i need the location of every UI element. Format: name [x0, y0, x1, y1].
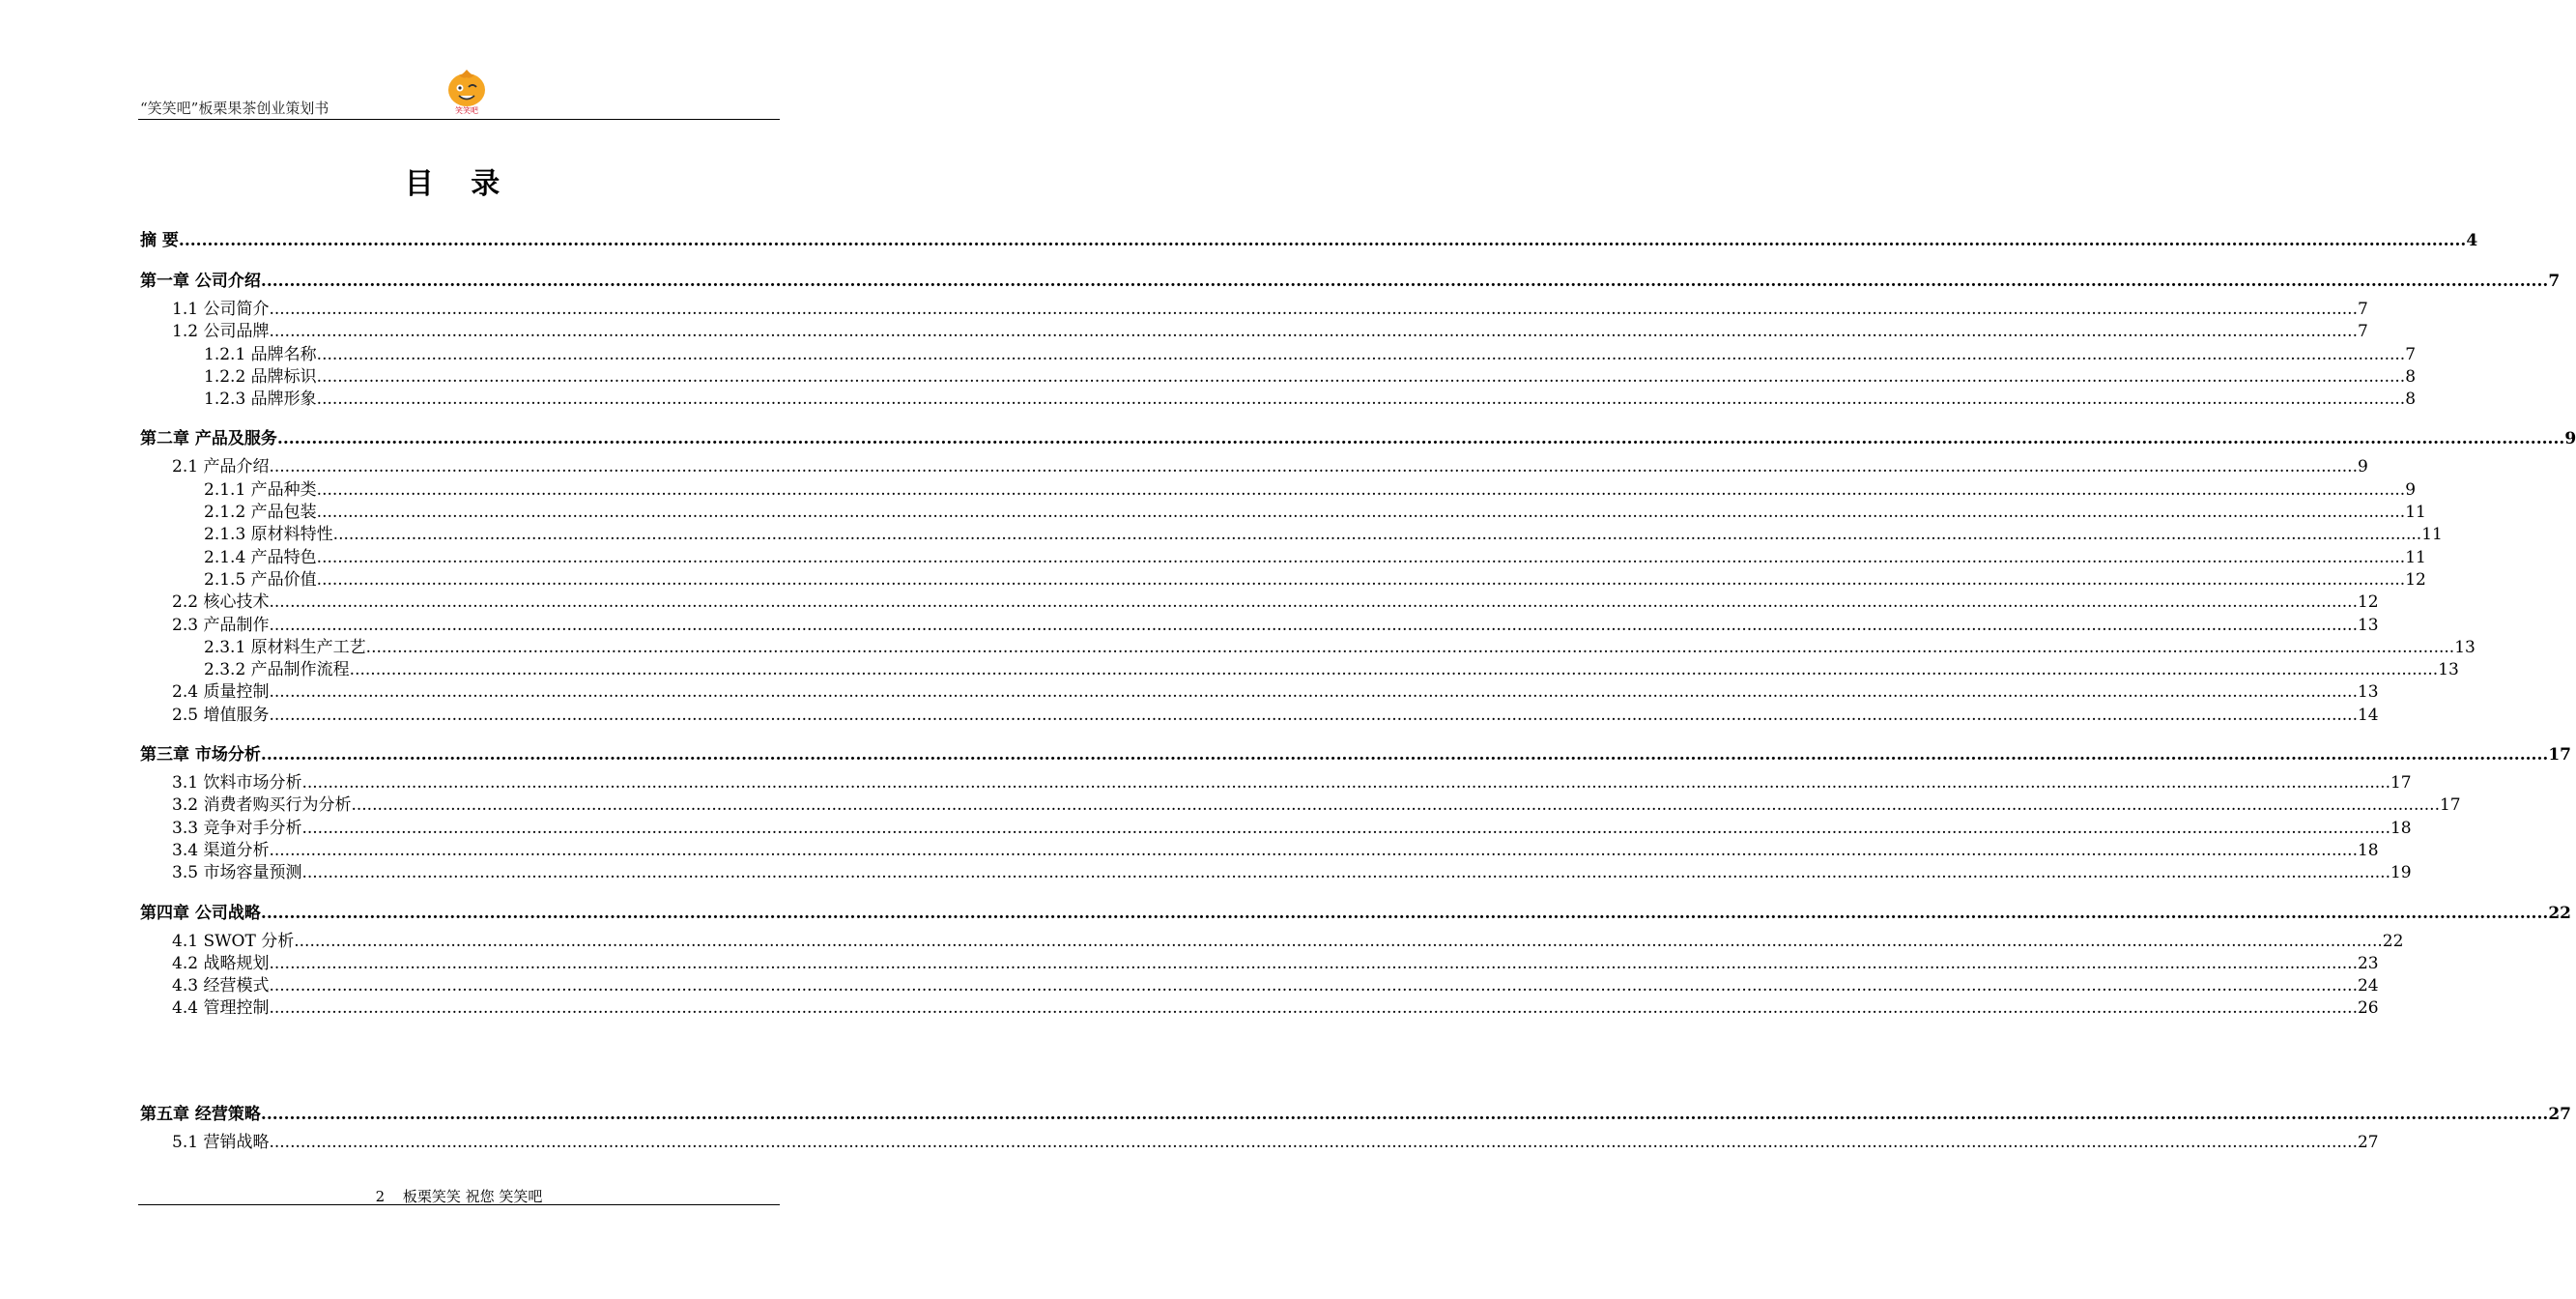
toc-entry-label: 1.2.3 品牌形象 [204, 390, 317, 410]
toc-leader-dots: ................................................................................................................................................................................................................................................................................................................................................................................................................ [269, 1132, 2358, 1152]
toc-entry-label: 1.2.2 品牌标识 [204, 366, 317, 387]
toc-entry-page: 11 [2405, 503, 2426, 523]
toc-entry-label: 2.3 产品制作 [172, 615, 270, 635]
toc-entry-label: 5.1 营销战略 [172, 1132, 270, 1152]
toc-entry-label: 3.2 消费者购买行为分析 [172, 795, 352, 816]
toc-entry-page: 27 [2548, 1104, 2571, 1124]
toc-entry-page: 18 [2357, 840, 2379, 860]
toc-entry-label: 1.2.1 品牌名称 [204, 344, 317, 364]
toc-entry-label: 2.1.4 产品特色 [204, 547, 317, 567]
toc-entry-label: 2.1.5 产品价值 [204, 569, 317, 590]
toc-leader-dots: ................................................................................................................................................................................................................................................................................................................................................................................................................ [316, 344, 2406, 364]
toc-entry-page: 13 [2454, 637, 2476, 657]
toc-section-entry[interactable] [140, 637, 2476, 659]
toc-entry-label: 4.3 经营模式 [172, 976, 270, 996]
toc-entry-label: 1.1 公司简介 [172, 300, 270, 319]
toc-entry-label: 4.2 战略规划 [172, 953, 270, 973]
toc-leader-dots: ................................................................................................................................................................................................................................................................................................................................................................................................................ [269, 976, 2358, 996]
toc-entry-page: 22 [2382, 931, 2404, 951]
toc-entry-label: 2.1.1 产品种类 [204, 479, 317, 500]
toc-leader-dots: ................................................................................................................................................................................................................................................................................................................................................................................................................ [269, 592, 2358, 613]
toc-leader-dots: ................................................................................................................................................................................................................................................................................................................................................................................................................ [269, 322, 2358, 342]
toc-entry-label: 1.2 公司品牌 [172, 322, 270, 342]
toc-section-entry[interactable] [140, 592, 2379, 614]
toc-chapter-entry[interactable] [140, 228, 2478, 253]
toc-entry-label: 2.5 增值服务 [172, 705, 270, 725]
toc-entry-page: 9 [2357, 457, 2368, 477]
toc-entry-page: 13 [2357, 682, 2379, 703]
toc-leader-dots: ................................................................................................................................................................................................................................................................................................................................................................................................................ [269, 300, 2358, 319]
toc-entry-page: 4 [2466, 231, 2478, 250]
toc-entry-label: 3.1 饮料市场分析 [172, 773, 302, 794]
toc-section-entry[interactable] [140, 840, 2379, 862]
toc-entry-page: 18 [2390, 818, 2412, 838]
toc-entry-label: 第五章 经营策略 [140, 1104, 261, 1124]
toc-entry-page: 7 [2405, 344, 2417, 364]
toc-entry-page: 8 [2405, 390, 2417, 410]
toc-entry-page: 11 [2405, 547, 2426, 567]
toc-leader-dots: ................................................................................................................................................................................................................................................................................................................................................................................................................ [316, 547, 2406, 567]
toc-entry-page: 26 [2357, 998, 2379, 1019]
toc-section-entry[interactable] [140, 366, 2417, 389]
toc-entry-page: 11 [2421, 525, 2443, 545]
toc-leader-dots: ................................................................................................................................................................................................................................................................................................................................................................................................................ [269, 840, 2358, 860]
brand-logo-icon [443, 68, 491, 116]
toc-leader-dots: ................................................................................................................................................................................................................................................................................................................................................................................................................ [178, 231, 2467, 250]
toc-entry-page: 7 [2548, 272, 2561, 291]
toc-entry-page: 14 [2357, 705, 2379, 725]
toc-entry-page: 23 [2357, 953, 2379, 973]
toc-section-entry[interactable] [140, 321, 2368, 343]
toc-entry-page: 13 [2438, 660, 2459, 680]
toc-entry-page: 8 [2405, 366, 2417, 387]
toc-entry-label: 3.3 竞争对手分析 [172, 818, 302, 838]
toc-leader-dots: ................................................................................................................................................................................................................................................................................................................................................................................................................ [332, 525, 2422, 545]
toc-entry-label: 2.3.2 产品制作流程 [204, 660, 350, 680]
toc-entry-page: 27 [2357, 1132, 2379, 1152]
logo-text: 笑笑吧 [455, 106, 478, 115]
toc-section-entry[interactable] [140, 705, 2379, 727]
toc-section-entry[interactable] [140, 997, 2379, 1020]
toc-entry-page: 13 [2357, 615, 2379, 635]
toc-section-entry[interactable] [140, 862, 2412, 884]
toc-section-entry[interactable] [140, 772, 2412, 794]
toc-section-entry[interactable] [140, 1132, 2379, 1154]
toc-section-entry[interactable] [140, 975, 2379, 997]
toc-entry-label: 2.4 质量控制 [172, 682, 270, 703]
toc-section-entry[interactable] [140, 389, 2417, 411]
toc-entry-label: 4.4 管理控制 [172, 998, 270, 1019]
header-title: “笑笑吧”板栗果茶创业策划书 [140, 100, 329, 117]
toc-leader-dots: ................................................................................................................................................................................................................................................................................................................................................................................................................ [301, 773, 2390, 794]
toc-leader-dots: ................................................................................................................................................................................................................................................................................................................................................................................................................ [349, 660, 2439, 680]
toc-chapter-entry[interactable] [140, 1102, 2571, 1127]
page-number: 2 [375, 1188, 386, 1205]
toc-entry-label: 2.1.3 原材料特性 [204, 525, 333, 545]
toc-leader-dots: ................................................................................................................................................................................................................................................................................................................................................................................................................ [316, 390, 2406, 410]
toc-entry-label: 第三章 市场分析 [140, 745, 261, 765]
toc-section-entry[interactable] [140, 502, 2426, 524]
toc-section-entry[interactable] [140, 818, 2412, 840]
toc-leader-dots: ................................................................................................................................................................................................................................................................................................................................................................................................................ [301, 863, 2390, 883]
toc-leader-dots: ................................................................................................................................................................................................................................................................................................................................................................................................................ [269, 998, 2358, 1019]
toc-entry-page: 9 [2405, 479, 2417, 500]
toc-entry-label: 摘 要 [140, 231, 179, 250]
toc-entry-label: 2.3.1 原材料生产工艺 [204, 637, 366, 657]
toc-entry-page: 17 [2439, 795, 2461, 816]
toc-section-entry[interactable] [140, 794, 2461, 817]
toc-section-entry[interactable] [140, 659, 2459, 681]
toc-section-entry[interactable] [140, 931, 2404, 953]
toc-entry-page: 12 [2357, 592, 2379, 613]
footer-text: 板栗笑笑 祝您 笑笑吧 [402, 1188, 543, 1205]
toc-leader-dots: ................................................................................................................................................................................................................................................................................................................................................................................................................ [260, 272, 2549, 291]
toc-section-entry[interactable] [140, 299, 2368, 321]
toc-entry-label: 第四章 公司战略 [140, 903, 261, 923]
toc-entry-page: 12 [2405, 569, 2426, 590]
toc-leader-dots: ................................................................................................................................................................................................................................................................................................................................................................................................................ [260, 1104, 2549, 1124]
toc-section-entry[interactable] [140, 615, 2379, 637]
toc-leader-dots: ................................................................................................................................................................................................................................................................................................................................................................................................................ [316, 366, 2406, 387]
toc-entry-label: 2.1 产品介绍 [172, 457, 270, 477]
toc-section-entry[interactable] [140, 456, 2368, 478]
toc-leader-dots: ................................................................................................................................................................................................................................................................................................................................................................................................................ [316, 503, 2406, 523]
toc-section-entry[interactable] [140, 547, 2426, 569]
toc-section-entry[interactable] [140, 681, 2379, 704]
toc-entry-page: 22 [2548, 903, 2571, 923]
toc-leader-dots: ................................................................................................................................................................................................................................................................................................................................................................................................................ [276, 429, 2565, 449]
toc-entry-label: 2.1.2 产品包装 [204, 503, 317, 523]
toc-section-entry[interactable] [140, 479, 2417, 502]
toc-section-entry[interactable] [140, 344, 2417, 366]
header-rule [138, 119, 780, 120]
toc-leader-dots: ................................................................................................................................................................................................................................................................................................................................................................................................................ [316, 479, 2406, 500]
toc-entry-page: 17 [2548, 745, 2571, 765]
toc-title: 目 录 [404, 167, 514, 201]
toc-entry-page: 24 [2357, 976, 2379, 996]
toc-entry-page: 9 [2564, 429, 2576, 449]
toc-leader-dots: ................................................................................................................................................................................................................................................................................................................................................................................................................ [260, 903, 2549, 923]
toc-leader-dots: ................................................................................................................................................................................................................................................................................................................................................................................................................ [301, 818, 2390, 838]
toc-leader-dots: ................................................................................................................................................................................................................................................................................................................................................................................................................ [269, 457, 2358, 477]
toc-entry-label: 第一章 公司介绍 [140, 272, 261, 291]
toc-section-entry[interactable] [140, 524, 2443, 546]
toc-leader-dots: ................................................................................................................................................................................................................................................................................................................................................................................................................ [316, 569, 2406, 590]
table-of-contents [140, 228, 2576, 1154]
toc-leader-dots: ................................................................................................................................................................................................................................................................................................................................................................................................................ [260, 745, 2549, 765]
page-footer [0, 1186, 918, 1206]
toc-entry-page: 19 [2390, 863, 2412, 883]
toc-entry-label: 3.4 渠道分析 [172, 840, 270, 860]
toc-entry-label: 第二章 产品及服务 [140, 429, 277, 449]
toc-leader-dots: ................................................................................................................................................................................................................................................................................................................................................................................................................ [269, 682, 2358, 703]
toc-leader-dots: ................................................................................................................................................................................................................................................................................................................................................................................................................ [365, 637, 2455, 657]
toc-leader-dots: ................................................................................................................................................................................................................................................................................................................................................................................................................ [269, 705, 2358, 725]
toc-entry-page: 7 [2357, 322, 2368, 342]
toc-leader-dots: ................................................................................................................................................................................................................................................................................................................................................................................................................ [269, 615, 2358, 635]
toc-leader-dots: ................................................................................................................................................................................................................................................................................................................................................................................................................ [351, 795, 2440, 816]
toc-entry-label: 4.1 SWOT 分析 [172, 931, 295, 951]
toc-section-entry[interactable] [140, 569, 2426, 592]
toc-entry-label: 2.2 核心技术 [172, 592, 270, 613]
toc-leader-dots: ................................................................................................................................................................................................................................................................................................................................................................................................................ [294, 931, 2383, 951]
toc-chapter-entry[interactable] [140, 901, 2571, 926]
toc-chapter-entry[interactable] [140, 426, 2576, 451]
toc-section-entry[interactable] [140, 953, 2379, 975]
toc-leader-dots: ................................................................................................................................................................................................................................................................................................................................................................................................................ [269, 953, 2358, 973]
toc-chapter-entry[interactable] [140, 742, 2571, 767]
toc-chapter-entry[interactable] [140, 269, 2561, 294]
toc-entry-page: 7 [2357, 300, 2368, 319]
toc-entry-page: 17 [2390, 773, 2412, 794]
toc-entry-label: 3.5 市场容量预测 [172, 863, 302, 883]
